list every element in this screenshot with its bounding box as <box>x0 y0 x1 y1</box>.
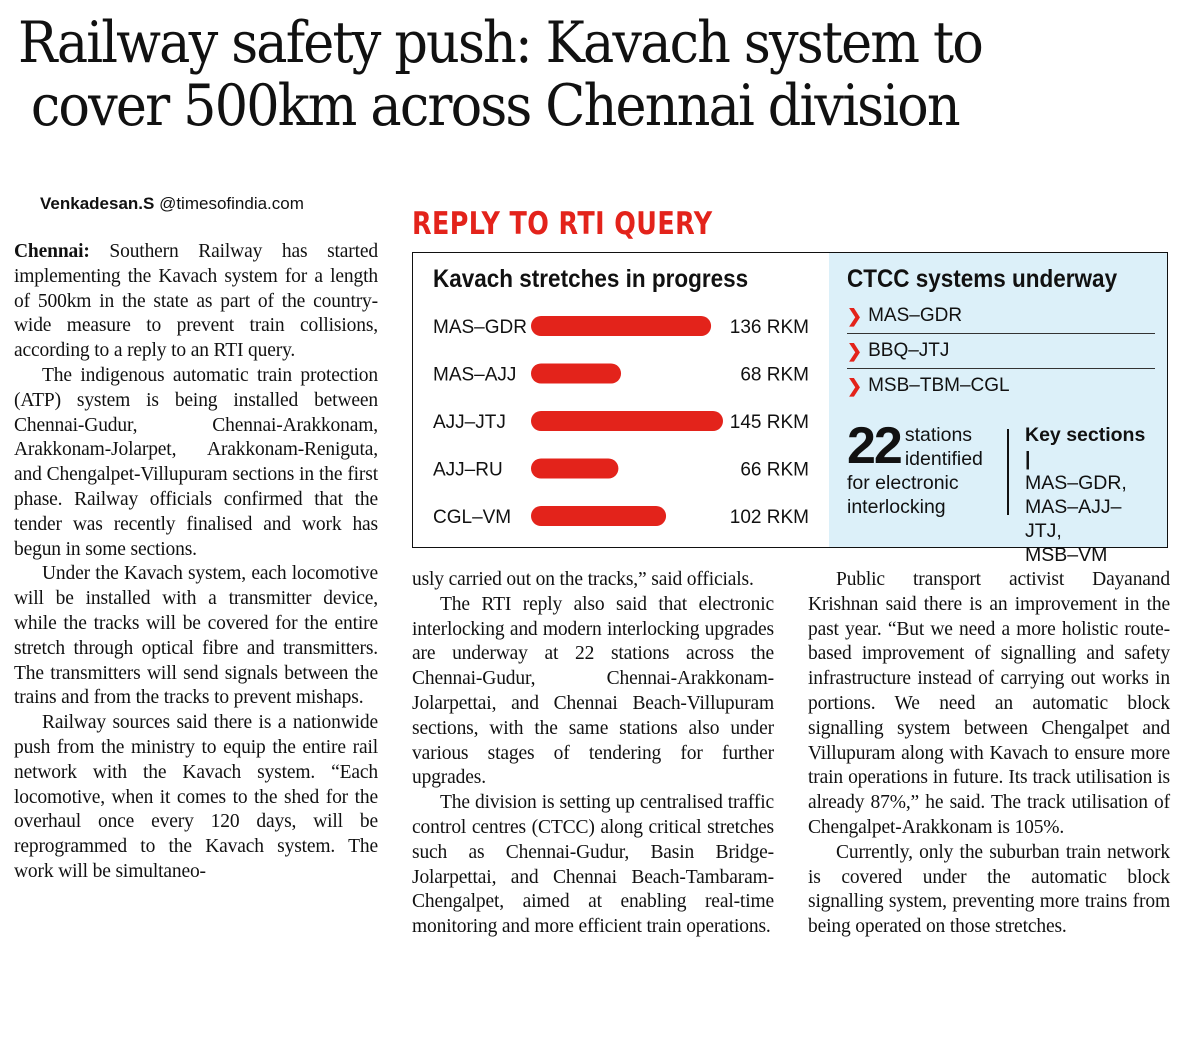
article-paragraph: The division is setting up centralised traffic control centres (CTCC) along critical stretches such as Chennai-Gudur, Basin Bridge-Jolarpettai, and Chennai Beach-Tambaram-Chengalpet, aimed at enabling real-time monitoring and more efficient train operations. <box>412 792 774 938</box>
kavach-bar-chart <box>413 253 829 549</box>
article-column-2 <box>412 568 774 940</box>
bar-category-label: AJJ–JTJ <box>433 412 506 433</box>
article-column-1 <box>14 240 378 885</box>
bar-value-label: 102 RKM <box>729 507 809 528</box>
article-paragraph: Under the Kavach system, each locomotive will be installed with a transmitter device, while the tracks will be covered for the entire stretch through optical fibre and transmitters. The transmitters will send signals between the trains and from the tracks to prevent mishaps. <box>14 563 378 709</box>
bar <box>531 364 621 384</box>
bar-value-label: 136 RKM <box>729 317 809 338</box>
bar-category-label: CGL–VM <box>433 507 512 528</box>
article-paragraph: Public transport activist Dayanand Krishnan said there is an improvement in the past year. “But we need a more holistic route-based improvement of signalling and safety infrastructure instead of carrying out works in portions. We need an automatic block signalling system between Chengalpet and Villupuram along with Kavach to ensure more train operations in future. Its track utilisation is already 87%,” he said. The track utilisation of Chengalpet-Arakkonam is 105%. <box>808 569 1170 838</box>
divider <box>1007 429 1009 515</box>
key-sections-title: Key sections | <box>1025 424 1146 470</box>
headline-line-1: Railway safety push: Kavach system to <box>18 10 982 76</box>
stations-text: stations identified for electronic interlocking <box>847 424 983 518</box>
bar-category-label: MAS–AJJ <box>433 364 517 386</box>
byline-author: Venkadesan.S <box>40 194 155 213</box>
ctcc-title: CTCC systems underway <box>847 265 1118 293</box>
byline <box>40 194 304 214</box>
article-paragraph: usly carried out on the tracks,” said officials. <box>412 569 754 590</box>
chevron-right-icon: ❯ <box>847 306 863 326</box>
bar-value-label: 68 RKM <box>740 364 809 386</box>
bar <box>531 316 711 336</box>
stations-number: 22 <box>847 417 901 475</box>
list-item: ❯ MAS–GDR <box>847 299 1155 334</box>
kavach-panel <box>413 253 829 547</box>
kavach-title: Kavach stretches in progress <box>433 265 749 293</box>
bar-category-label: AJJ–RU <box>433 459 503 481</box>
bar <box>531 459 618 479</box>
headline-line-2: cover 500km across Chennai division <box>30 73 959 139</box>
ctcc-list <box>847 299 1155 403</box>
bar-value-label: 66 RKM <box>740 459 809 481</box>
list-item: ❯ MSB–TBM–CGL <box>847 369 1155 403</box>
headline <box>18 12 1090 138</box>
infobox-heading: REPLY TO RTI QUERY <box>412 206 713 242</box>
chevron-right-icon: ❯ <box>847 376 863 396</box>
bar-category-label: MAS–GDR <box>433 317 527 338</box>
bar <box>531 411 723 431</box>
rti-infobox <box>412 252 1168 566</box>
stations-callout <box>847 417 1007 519</box>
list-item: ❯ BBQ–JTJ <box>847 334 1155 369</box>
article-paragraph: The RTI reply also said that electronic interlocking and modern interlocking upgrades are underway at 22 stations across the Chennai-Gudur, Chennai-Arakkonam-Jolarpettai, and Chennai Beach-Villupuram sections, with the same stations also under various stages of tendering for further upgrades. <box>412 593 774 789</box>
article-paragraph: Chennai: Southern Railway has started implementing the Kavach system for a length of 500km in the state as part of the country-wide measure to prevent train collisions, according to a reply to an RTI query. <box>14 241 378 362</box>
key-sections <box>1025 423 1155 567</box>
article-paragraph: Currently, only the suburban train network is covered under the automatic block signalling system, preventing more trains from being operated on those stretches. <box>808 841 1170 938</box>
article-column-3 <box>808 568 1170 940</box>
key-section-item: MAS–AJJ–JTJ, <box>1025 496 1122 542</box>
bar-value-label: 145 RKM <box>729 412 809 433</box>
dateline: Chennai: <box>14 241 90 262</box>
key-section-item: MAS–GDR, <box>1025 472 1127 494</box>
article-paragraph: The indigenous automatic train protection (ATP) system is being installed between Chennai-Gudur, Chennai-Arakkonam, Arakkonam-Jolarpet, Arakkonam-Reniguta, and Chengalpet-Villupuram sections in the first phase. Railway officials confirmed that the tender was recently finalised and work has begun in some sections. <box>14 364 378 560</box>
bar <box>531 506 666 526</box>
byline-handle: @timesofindia.com <box>159 194 304 213</box>
chevron-right-icon: ❯ <box>847 341 863 361</box>
article-paragraph: Railway sources said there is a nationwide push from the ministry to equip the entire rail network with the Kavach system. “Each locomotive, when it comes to the shed for the overhaul once every 120 days, will be reprogrammed to the Kavach system. The work will be simultaneo- <box>14 712 378 882</box>
ctcc-panel <box>829 253 1167 566</box>
key-section-item: MSB–VM <box>1025 544 1108 566</box>
